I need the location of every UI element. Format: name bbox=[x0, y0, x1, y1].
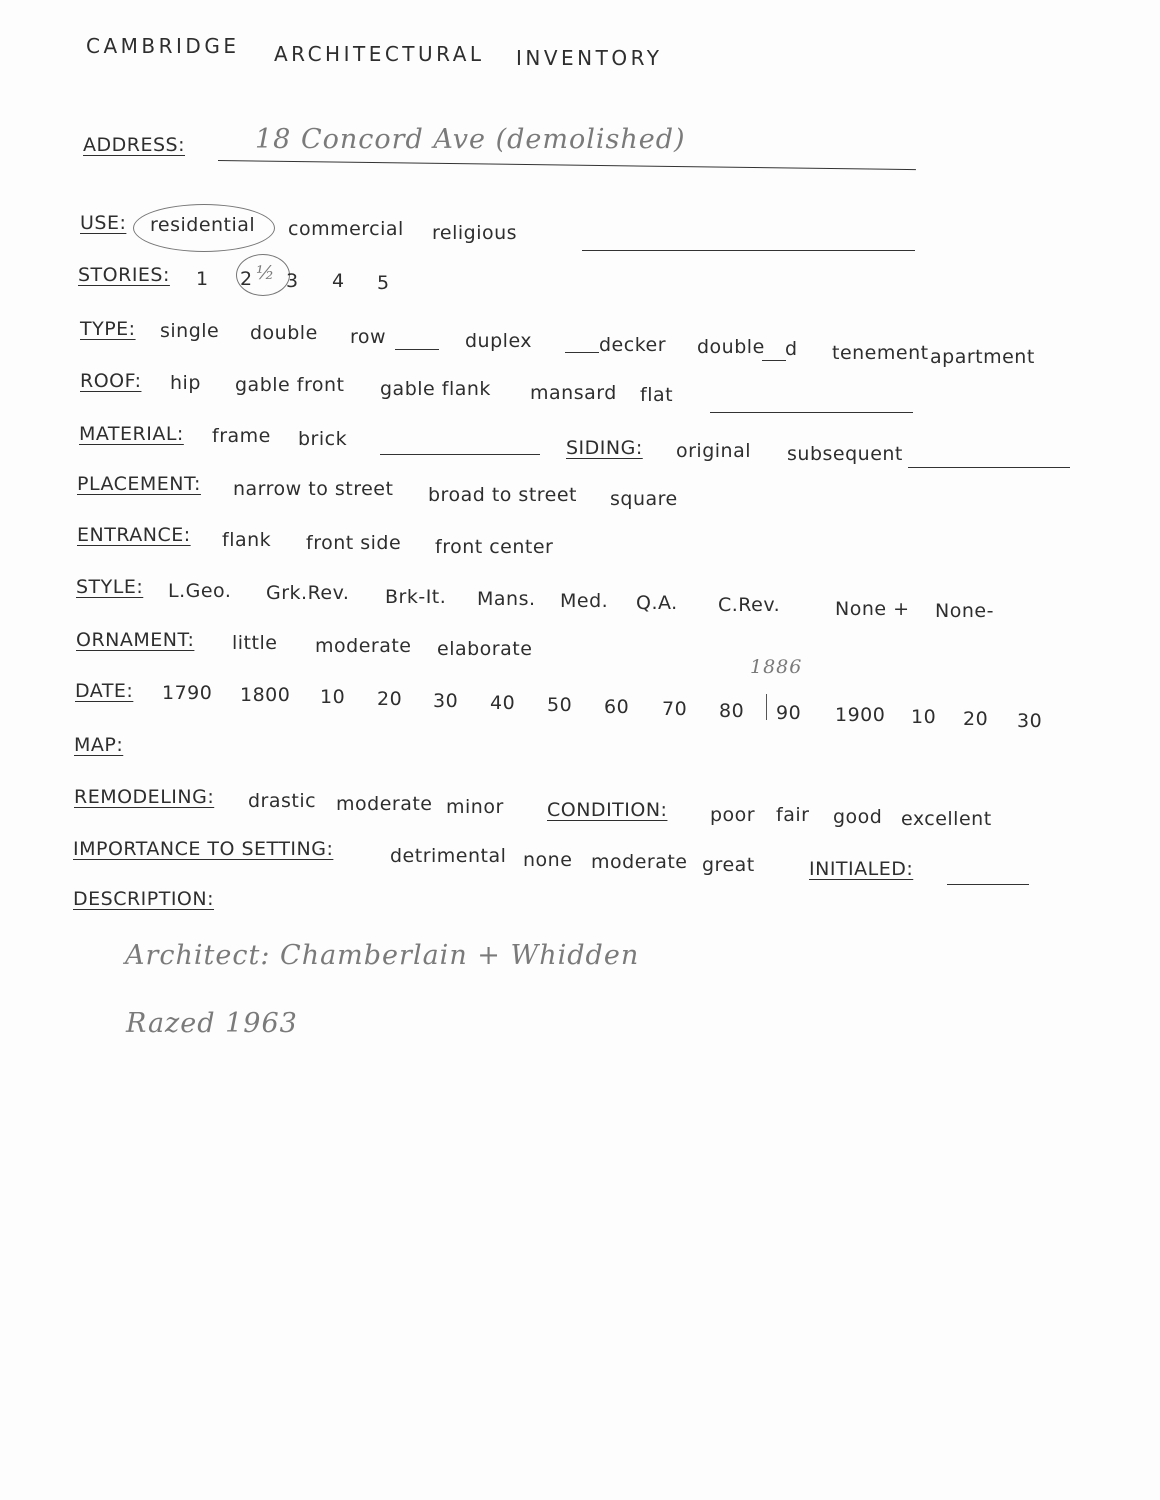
use-selected-circle bbox=[133, 204, 275, 252]
date-option-70: 70 bbox=[662, 698, 688, 720]
remodeling-option-drastic: drastic bbox=[248, 790, 317, 812]
condition-option-excellent: excellent bbox=[901, 808, 992, 830]
description-razed-note: Razed 1963 bbox=[126, 1008, 298, 1039]
material-option-brick: brick bbox=[298, 428, 348, 450]
type-row-blank bbox=[395, 349, 439, 350]
address-label: ADDRESS: bbox=[83, 134, 185, 156]
date-handwritten-mark bbox=[766, 694, 767, 720]
style-option-crev: C.Rev. bbox=[718, 594, 781, 616]
ornament-option-little: little bbox=[232, 632, 278, 654]
placement-option-narrow: narrow to street bbox=[233, 478, 394, 500]
importance-label: IMPORTANCE TO SETTING: bbox=[73, 838, 334, 860]
style-label: STYLE: bbox=[76, 576, 144, 598]
stories-handwritten-half: ½ bbox=[256, 262, 276, 284]
roof-blank-line bbox=[710, 412, 913, 413]
date-label: DATE: bbox=[75, 680, 134, 702]
date-option-40: 40 bbox=[490, 692, 516, 714]
date-handwritten-year: 1886 bbox=[750, 656, 803, 678]
date-option-50: 50 bbox=[547, 694, 573, 716]
type-option-single: single bbox=[160, 320, 220, 342]
type-label: TYPE: bbox=[80, 318, 136, 340]
use-option-religious: religious bbox=[432, 222, 518, 244]
type-double-d-blank bbox=[762, 360, 786, 361]
stories-option-2: 2 bbox=[240, 268, 253, 290]
style-option-med: Med. bbox=[560, 590, 609, 612]
importance-option-great: great bbox=[702, 854, 755, 876]
stories-option-3: 3 bbox=[286, 270, 299, 292]
type-option-row: row bbox=[350, 326, 387, 348]
date-option-90: 90 bbox=[776, 702, 802, 724]
siding-blank-line bbox=[908, 467, 1070, 468]
initialed-label: INITIALED: bbox=[809, 858, 914, 880]
date-option-60: 60 bbox=[604, 696, 630, 718]
style-option-mans: Mans. bbox=[477, 588, 536, 610]
entrance-option-flank: flank bbox=[222, 529, 272, 551]
material-label: MATERIAL: bbox=[79, 423, 184, 445]
style-option-lgeo: L.Geo. bbox=[168, 580, 232, 602]
remodeling-label: REMODELING: bbox=[74, 786, 215, 808]
condition-option-fair: fair bbox=[776, 804, 810, 826]
siding-label: SIDING: bbox=[566, 437, 643, 459]
siding-option-subsequent: subsequent bbox=[787, 443, 903, 465]
date-option-30: 30 bbox=[433, 690, 459, 712]
ornament-option-elaborate: elaborate bbox=[437, 638, 533, 660]
type-option-d: d bbox=[785, 338, 798, 360]
roof-option-hip: hip bbox=[170, 372, 201, 394]
ornament-label: ORNAMENT: bbox=[76, 629, 195, 651]
use-option-residential: residential bbox=[150, 214, 256, 236]
roof-label: ROOF: bbox=[80, 370, 142, 392]
stories-option-4: 4 bbox=[332, 270, 345, 292]
date-option-1910: 10 bbox=[911, 706, 937, 728]
map-label: MAP: bbox=[74, 734, 124, 756]
date-option-20: 20 bbox=[377, 688, 403, 710]
address-line bbox=[218, 160, 916, 170]
use-option-commercial: commercial bbox=[288, 218, 404, 240]
date-option-1800: 1800 bbox=[240, 684, 291, 706]
entrance-option-front-side: front side bbox=[306, 532, 402, 554]
type-option-double: double bbox=[250, 322, 318, 344]
description-label: DESCRIPTION: bbox=[73, 888, 215, 910]
date-option-1790: 1790 bbox=[162, 682, 213, 704]
type-option-apartment: apartment bbox=[930, 346, 1035, 368]
use-label: USE: bbox=[80, 212, 127, 234]
importance-option-none: none bbox=[523, 849, 573, 871]
description-architect-note: Architect: Chamberlain + Whidden bbox=[125, 940, 640, 971]
style-option-qa: Q.A. bbox=[636, 592, 678, 614]
roof-option-gable-front: gable front bbox=[235, 374, 345, 396]
remodeling-option-minor: minor bbox=[446, 796, 504, 818]
date-option-1900: 1900 bbox=[835, 704, 886, 726]
importance-option-moderate: moderate bbox=[591, 851, 688, 873]
siding-option-original: original bbox=[676, 440, 752, 462]
roof-option-flat: flat bbox=[640, 384, 674, 406]
form-title-word-1: CAMBRIDGE bbox=[86, 34, 240, 58]
remodeling-option-moderate: moderate bbox=[336, 793, 433, 815]
placement-label: PLACEMENT: bbox=[77, 473, 201, 495]
stories-label: STORIES: bbox=[78, 264, 170, 286]
use-blank-line bbox=[582, 250, 915, 251]
stories-option-5: 5 bbox=[377, 272, 390, 294]
initialed-blank-line bbox=[947, 884, 1029, 885]
roof-option-gable-flank: gable flank bbox=[380, 378, 491, 400]
entrance-label: ENTRANCE: bbox=[77, 524, 191, 546]
type-option-duplex: duplex bbox=[465, 330, 533, 352]
form-title-word-3: INVENTORY bbox=[516, 46, 663, 70]
material-blank-line bbox=[380, 454, 540, 455]
roof-option-mansard: mansard bbox=[530, 382, 617, 404]
date-option-10: 10 bbox=[320, 686, 346, 708]
style-option-none-plus: None + bbox=[835, 598, 910, 620]
condition-option-good: good bbox=[833, 806, 883, 828]
type-decker-blank bbox=[565, 352, 599, 353]
style-option-none-minus: None- bbox=[935, 600, 994, 622]
type-option-decker: decker bbox=[599, 334, 667, 356]
ornament-option-moderate: moderate bbox=[315, 635, 412, 657]
stories-option-1: 1 bbox=[196, 268, 209, 290]
style-option-brkit: Brk-It. bbox=[385, 586, 447, 608]
address-value: 18 Concord Ave (demolished) bbox=[255, 124, 686, 155]
condition-label: CONDITION: bbox=[547, 799, 668, 821]
stories-selected-circle bbox=[236, 254, 290, 296]
date-option-1930: 30 bbox=[1017, 710, 1043, 732]
entrance-option-front-center: front center bbox=[435, 536, 554, 558]
placement-option-square: square bbox=[610, 488, 678, 510]
condition-option-poor: poor bbox=[710, 804, 756, 826]
importance-option-detrimental: detrimental bbox=[390, 845, 507, 867]
date-option-80: 80 bbox=[719, 700, 745, 722]
material-option-frame: frame bbox=[212, 425, 271, 447]
type-option-tenement: tenement bbox=[832, 342, 929, 364]
form-title-word-2: ARCHITECTURAL bbox=[274, 42, 485, 66]
date-option-1920: 20 bbox=[963, 708, 989, 730]
placement-option-broad: broad to street bbox=[428, 484, 578, 506]
type-option-double-d: double bbox=[697, 336, 765, 358]
style-option-grkrev: Grk.Rev. bbox=[266, 582, 350, 604]
